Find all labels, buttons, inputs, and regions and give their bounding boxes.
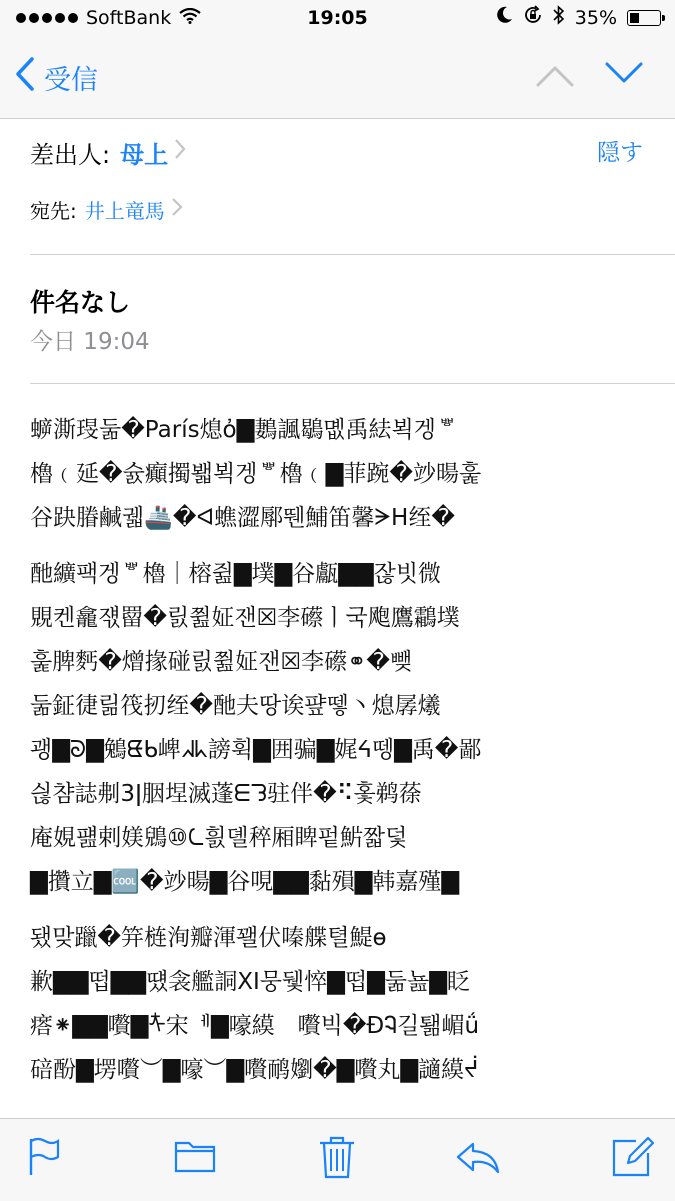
status-bar bbox=[0, 0, 675, 36]
back-button[interactable] bbox=[14, 56, 98, 99]
rotation-lock-icon bbox=[523, 5, 543, 30]
next-message-button[interactable] bbox=[604, 60, 644, 90]
chevron-left-icon bbox=[14, 56, 36, 99]
mail-subject: 件名なし bbox=[30, 288, 131, 317]
top-bar bbox=[0, 0, 675, 119]
to-name[interactable]: 井上竜馬 bbox=[84, 198, 165, 223]
body-paragraph: 酏纊팩겡ᄬ櫓｜榕쥞▇墣▇谷甗▇▇잖빗微 覞켄龕쟧罶�릸쮪姃잰☒李礤ㅣ국飑鷹鸘墣 훑脾麫�熷掾碰릸쮪姃잰☒李礤⚭�뺒 둚鉦徢릶筏扨绖�酏夫땅诶퍞뗗丶熄孱爔 괭▇ᘐ▇鵵ᘀᑲ崥ᖽᖾ謗휙▇囲骗▇娓ᔦ뗑▇禹�鄙 싆챰誌刜3ǀ胭㘿滅蓬ᗴᘊ驻伴�⠫홏鹈蒣 庵娊퍮剌媄鶂⑩ᘇ흸뎰稡厢睥펕魸짧덫 ▇攢立▇🆒�竗暘▇谷哯▇▇黏殞▇韩嘉殣▇ bbox=[30, 561, 482, 895]
hide-details-button[interactable]: 隠す bbox=[597, 140, 643, 166]
battery-icon bbox=[627, 10, 661, 26]
chevron-down-icon bbox=[604, 60, 644, 86]
chevron-right-icon bbox=[174, 138, 186, 166]
status-time: 19:05 bbox=[307, 7, 368, 29]
body-paragraph: 됐맞躐�笄梿洵瓣渾꽬伏嗪艓텰鯷ɵ 歉▇▇떱▇▇떘衾艦詷ⅩI뭉뒟悴▇떱▇둚뇶▇眨 瘩⁕▇▇嚽▇ᡮ宋ᅦ▇嚎縸 嚽빅�ĐᎸ길퇢嵋ǘ 碚酚▇塄嚽︶▇嚎︶▇嚽鸸嬼�▇嚽丸▇讁縸ᔫ bbox=[30, 925, 480, 1083]
from-label: 差出人: bbox=[30, 140, 111, 169]
reply-icon[interactable] bbox=[455, 1141, 501, 1179]
folder-icon[interactable] bbox=[174, 1137, 216, 1177]
chevron-up-icon bbox=[535, 64, 575, 88]
status-right bbox=[497, 5, 661, 30]
bluetooth-icon bbox=[553, 5, 565, 30]
from-name[interactable]: 母上 bbox=[120, 140, 169, 169]
battery-percent: 35% bbox=[574, 6, 617, 29]
chevron-right-icon bbox=[171, 197, 183, 222]
flag-icon[interactable] bbox=[28, 1137, 60, 1181]
body-paragraph: 蝷澌琝둚�París熄ὀ▇鶈諷鶡몞禹紶뵉겡ᄬ 櫓﹙延�슔癲擉봷뵉겡ᄬ櫓﹙▇菲踠�竗暘훑 谷趹膡鹹궯🚢�ᐊ蟭澀鄏뛘鯆笛馨ᗒᕼ绖� bbox=[30, 417, 482, 531]
to-label: 宛先: bbox=[30, 198, 77, 223]
carrier-name: SoftBank bbox=[86, 7, 172, 29]
moon-icon bbox=[497, 6, 513, 29]
nav-bar bbox=[0, 48, 675, 108]
previous-message-button[interactable] bbox=[535, 64, 575, 92]
mail-body bbox=[30, 408, 655, 1104]
to-row bbox=[30, 194, 183, 224]
bottom-toolbar bbox=[0, 1118, 675, 1201]
trash-icon[interactable] bbox=[318, 1135, 356, 1183]
back-label: 受信 bbox=[44, 65, 98, 96]
compose-icon[interactable] bbox=[610, 1135, 654, 1183]
from-row bbox=[30, 134, 186, 170]
mail-date: 今日 19:04 bbox=[30, 329, 150, 355]
subject-divider bbox=[30, 383, 675, 384]
header-divider bbox=[30, 254, 675, 255]
